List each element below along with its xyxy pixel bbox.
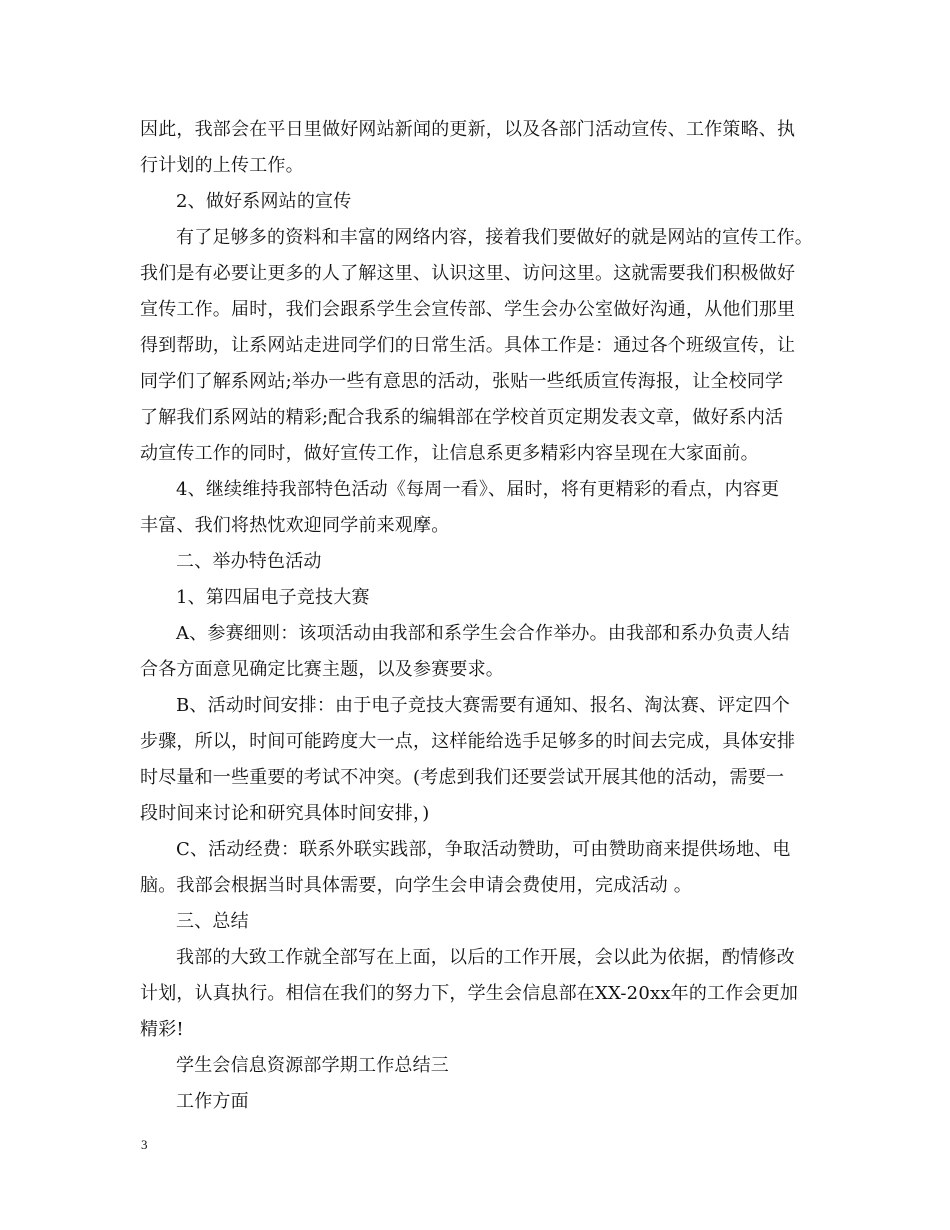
document-title: 学生会信息资源部学期工作总结三 xyxy=(176,1055,449,1076)
text-line: 段时间来讨论和研究具体时间安排，) xyxy=(140,803,430,824)
text-line: A、参赛细则：该项活动由我部和系学生会合作举办。由我部和系办负责人结 xyxy=(176,623,790,644)
text-line: 时尽量和一些重要的考试不冲突。(考虑到我们还要尝试开展其他的活动，需要一 xyxy=(140,767,785,788)
section-heading: 三、总结 xyxy=(176,911,249,932)
text-line: 了解我们系网站的精彩;配合我系的编辑部在学校首页定期发表文章，做好系内活 xyxy=(140,407,784,428)
text-line: 因此，我部会在平日里做好网站新闻的更新，以及各部门活动宣传、工作策略、执 xyxy=(140,119,796,140)
text-line: 动宣传工作的同时，做好宣传工作，让信息系更多精彩内容呈现在大家面前。 xyxy=(140,443,759,464)
text-line: 得到帮助，让系网站走进同学们的日常生活。具体工作是：通过各个班级宣传，让 xyxy=(140,335,796,356)
section-heading: 2、做好系网站的宣传 xyxy=(176,191,352,212)
text-line: B、活动时间安排：由于电子竞技大赛需要有通知、报名、淘汰赛、评定四个 xyxy=(176,695,791,716)
text-line: 宣传工作。届时，我们会跟系学生会宣传部、学生会办公室做好沟通，从他们那里 xyxy=(140,299,796,320)
text-line: 计划，认真执行。相信在我们的努力下，学生会信息部在XX-20xx年的工作会更加 xyxy=(140,983,799,1004)
text-line: 我部的大致工作就全部写在上面，以后的工作开展，会以此为依据，酌情修改 xyxy=(176,947,795,968)
page-number: 3 xyxy=(141,1137,148,1152)
text-line: C、活动经费：联系外联实践部，争取活动赞助，可由赞助商来提供场地、电 xyxy=(176,839,791,860)
text-line: 4、继续维持我部特色活动《每周一看》、届时，将有更精彩的看点，内容更 xyxy=(176,479,780,500)
text-line: 同学们了解系网站;举办一些有意思的活动，张贴一些纸质宣传海报，让全校同学 xyxy=(140,371,784,392)
text-line: 脑。我部会根据当时具体需要，向学生会申请会费使用，完成活动 。 xyxy=(140,875,692,896)
subsection-heading: 1、第四届电子竞技大赛 xyxy=(176,587,370,608)
text-line: 精彩! xyxy=(140,1019,184,1040)
text-line: 合各方面意见确定比赛主题，以及参赛要求。 xyxy=(140,659,504,680)
section-heading: 工作方面 xyxy=(176,1091,249,1112)
text-line: 我们是有必要让更多的人了解这里、认识这里、访问这里。这就需要我们积极做好 xyxy=(140,263,796,284)
text-line: 有了足够多的资料和丰富的网络内容，接着我们要做好的就是网站的宣传工作。 xyxy=(176,227,813,248)
text-line: 行计划的上传工作。 xyxy=(140,155,304,176)
text-line: 丰富、我们将热忱欢迎同学前来观摩。 xyxy=(140,515,450,536)
text-line: 步骤，所以，时间可能跨度大一点，这样能给选手足够多的时间去完成，具体安排 xyxy=(140,731,796,752)
section-heading: 二、举办特色活动 xyxy=(176,551,322,572)
